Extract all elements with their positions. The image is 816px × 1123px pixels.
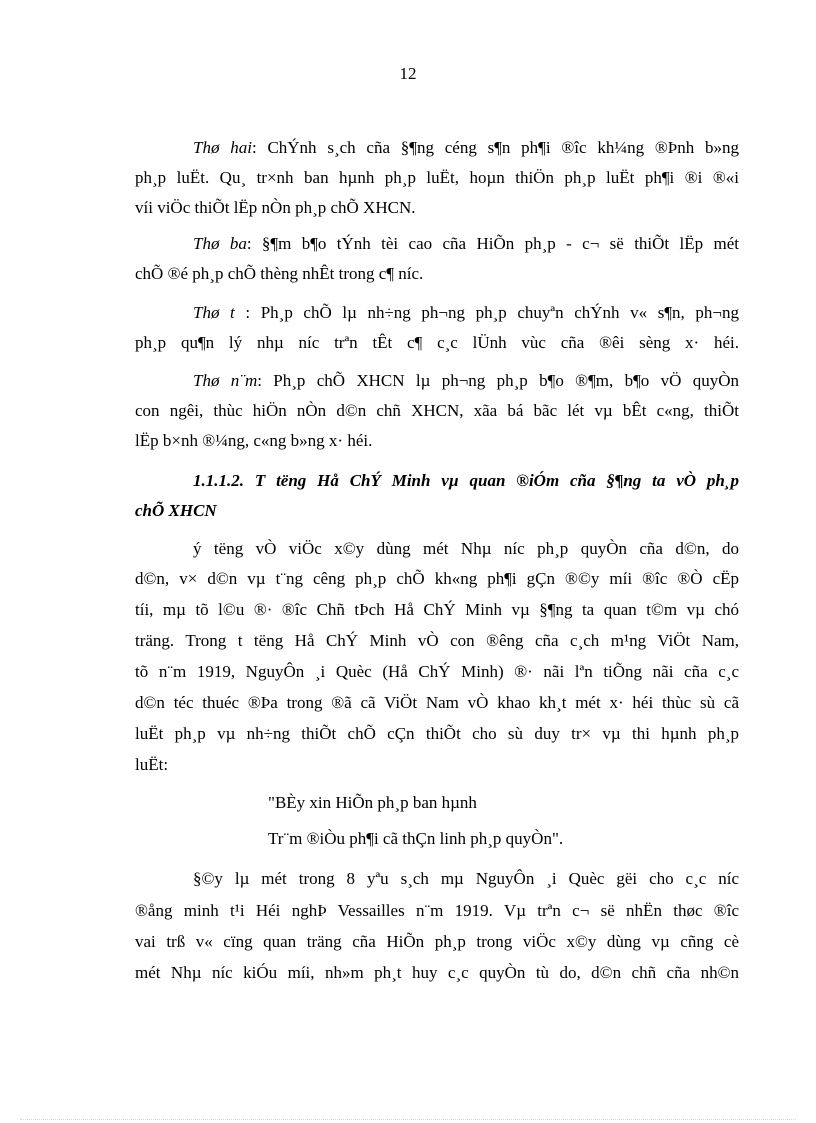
- paragraph-line: ph¸p qu¶n lý nhµ níc trªn tÊt c¶ c¸c lÜnh vùc cña ®êi sèng x· héi.: [135, 333, 739, 352]
- paragraph-lead: Thø hai: [193, 138, 252, 157]
- paragraph-line: víi viÖc thiÕt lËp nÒn ph¸p chÕ XHCN.: [135, 198, 416, 217]
- paragraph-lead: Thø n¨m: [193, 371, 258, 390]
- paragraph-lead: Thø ba: [193, 234, 247, 253]
- page-bottom-rule: [20, 1119, 796, 1120]
- quote-line: Tr¨m ®iÒu ph¶i cã thÇn linh ph¸p quyÒn".: [268, 829, 564, 848]
- body-line: luËt:: [135, 755, 169, 774]
- body-line: d©n, v× d©n vµ t¨ng cêng ph¸p chÕ kh«ng ph¶i gÇn ®©y míi ®îc ®Ò cËp: [135, 569, 739, 588]
- body-line: luËt ph¸p vµ nh÷ng thiÕt chÕ cÇn thiÕt cho sù duy tr× vµ thi hµnh ph¸p: [135, 724, 739, 743]
- paragraph-line: ph¸p luËt. Qu¸ tr×nh ban hµnh ph¸p luËt, hoµn thiÖn ph¸p luËt ph¶i ®i ®«i: [135, 168, 739, 187]
- paragraph-line: chÕ ®é ph¸p chÕ thèng nhÊt trong c¶ níc.: [135, 264, 424, 283]
- paragraph-text: : ChÝnh s¸ch cña §¶ng céng s¶n ph¶i ®îc kh¼ng ®Þnh b»ng: [251, 138, 739, 157]
- paragraph-line: [193, 234, 739, 254]
- section-heading: 1.1.1.2. T tëng Hå ChÝ Minh vµ quan ®iÓm cña §¶ng ta vÒ ph¸p: [193, 471, 739, 490]
- section-heading-continued: chÕ XHCN: [135, 501, 217, 520]
- body-line: tíi, mµ tõ l©u ®· ®îc Chñ tÞch Hå ChÝ Minh vµ §¶ng ta quan t©m vµ chó: [135, 600, 739, 619]
- closing-line: mét Nhµ níc kiÓu míi, nh»m ph¸t huy c¸c quyÒn tù do, d©n chñ cña nh©n: [135, 963, 739, 982]
- paragraph-line: lËp b×nh ®¼ng, c«ng b»ng x· héi.: [135, 431, 373, 450]
- paragraph-text: : §¶m b¶o tÝnh tèi cao cña HiÕn ph¸p - c¬ së thiÕt lËp mét: [246, 234, 739, 253]
- paragraph-line: [193, 371, 739, 391]
- quote-line: "BÈy xin HiÕn ph¸p ban hµnh: [268, 793, 477, 812]
- body-line: träng. Trong t tëng Hå ChÝ Minh vÒ con ®êng cña c¸ch m¹ng ViÖt Nam,: [135, 631, 739, 650]
- paragraph-line: con ngêi, thùc hiÖn nÒn d©n chñ XHCN, xãa bá bãc lét vµ bÊt c«ng, thiÕt: [135, 401, 739, 420]
- body-line: tõ n¨m 1919, NguyÔn ¸i Quèc (Hå ChÝ Minh) ®· nãi lªn tiÕng nãi cña c¸c: [135, 662, 739, 681]
- closing-line: ®ång minh t¹i Héi nghÞ Vessailles n¨m 1919. Vµ trªn c¬ së nhËn thøc ®îc: [135, 901, 739, 920]
- paragraph-line: [193, 138, 739, 158]
- paragraph-text: : Ph¸p chÕ XHCN lµ ph¬ng ph¸p b¶o ®¶m, b¶o vÖ quyÒn: [257, 371, 739, 390]
- body-line: ý tëng vÒ viÖc x©y dùng mét Nhµ níc ph¸p quyÒn cña d©n, do: [193, 539, 739, 558]
- page-number: 12: [399, 64, 417, 83]
- closing-line: §©y lµ mét trong 8 yªu s¸ch mµ NguyÔn ¸i Quèc gëi cho c¸c níc: [193, 869, 739, 888]
- paragraph-lead: Thø t: [193, 303, 235, 322]
- paragraph-line: [193, 303, 739, 323]
- paragraph-text: : Ph¸p chÕ lµ nh÷ng ph¬ng ph¸p chuyªn chÝnh v« s¶n, ph¬ng: [234, 303, 739, 322]
- body-line: d©n téc thuéc ®Þa trong ®ã cã ViÖt Nam vÒ khao kh¸t mét x· héi thùc sù cã: [135, 693, 739, 712]
- closing-line: vai trß v« cïng quan träng cña HiÕn ph¸p trong viÖc x©y dùng vµ cñng cè: [135, 932, 739, 951]
